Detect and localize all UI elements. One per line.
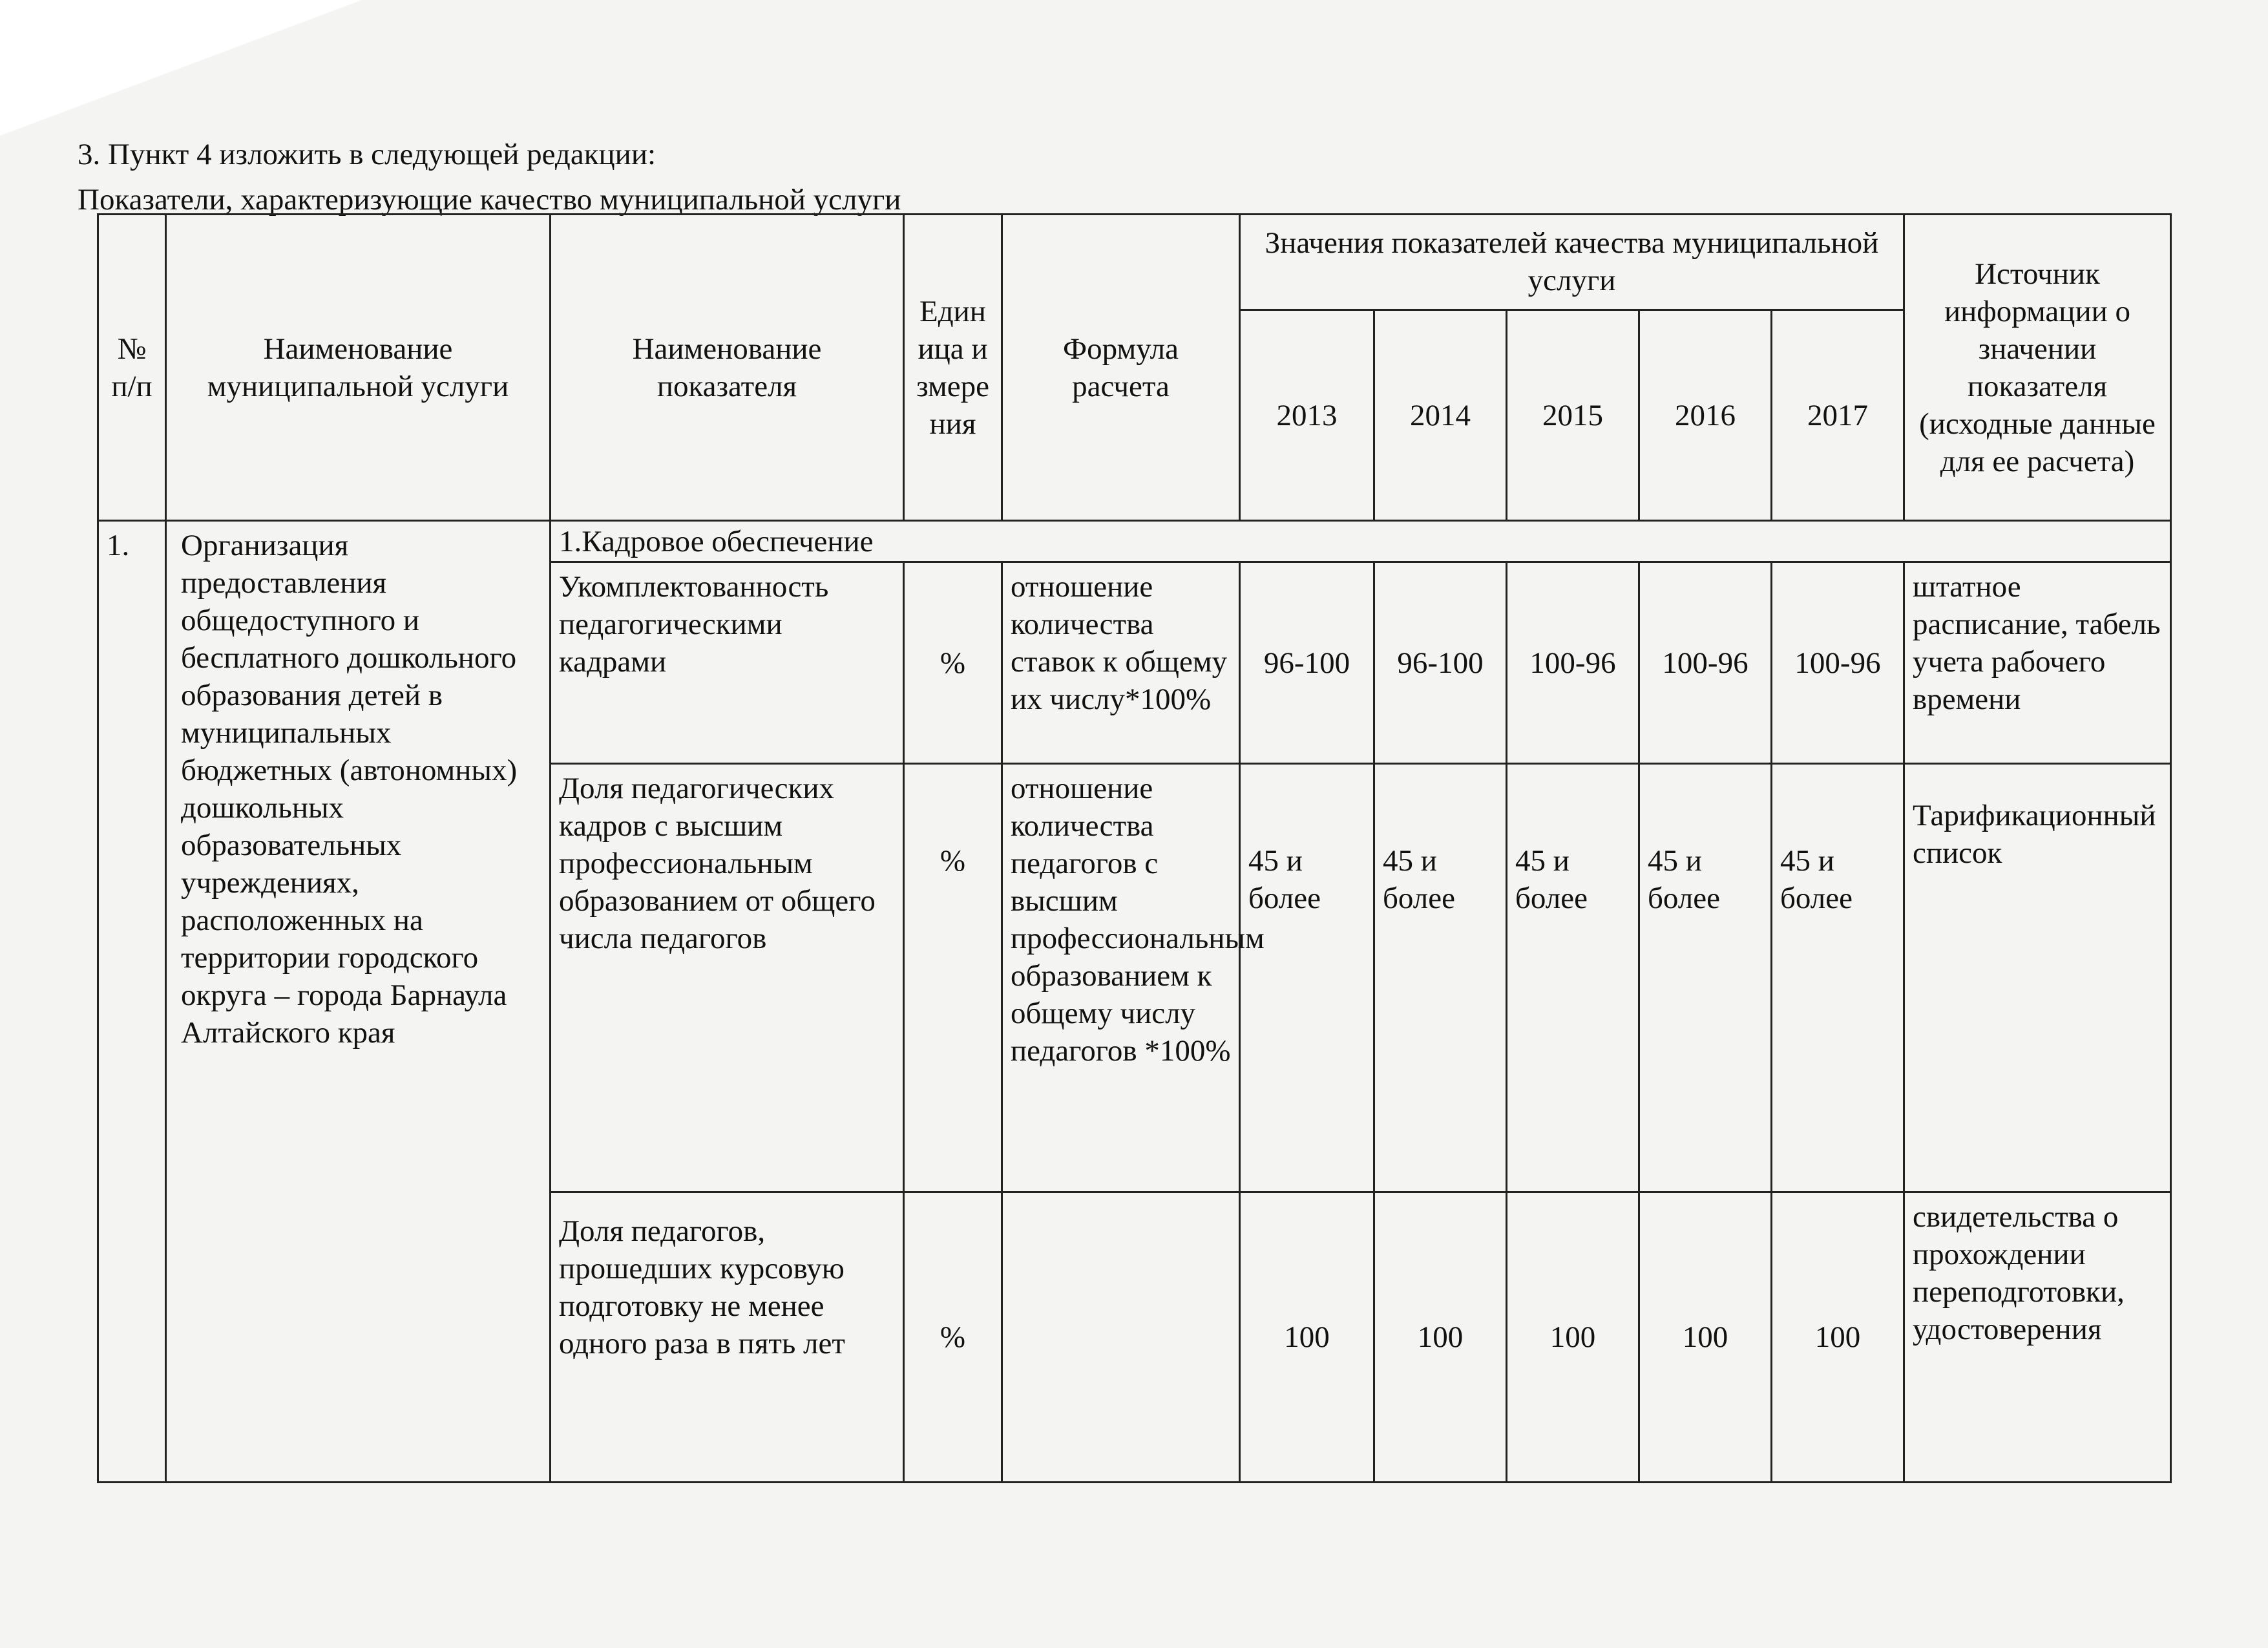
indicator-value-2013: 100: [1240, 1192, 1374, 1483]
indicator-formula: отношение количества педагогов с высшим профессиональным образованием к общему числу педагогов *100%: [1002, 764, 1240, 1192]
indicator-value-2017: 45 и более: [1772, 764, 1904, 1192]
indicator-name: Доля педагогических кадров с высшим профессиональным образованием от общего числа педагогов: [551, 764, 904, 1192]
indicator-value-2016: 45 и более: [1639, 764, 1772, 1192]
header-year: 2013: [1240, 310, 1374, 520]
section-title: 1.Кадровое обеспечение: [551, 521, 2171, 562]
indicator-value-2016: 100-96: [1639, 562, 1772, 764]
indicator-value-2014: 100: [1374, 1192, 1507, 1483]
indicator-value-2015: 100: [1507, 1192, 1639, 1483]
indicator-name: Укомплектованность педагогическими кадрами: [551, 562, 904, 764]
indicator-value-2014: 45 и более: [1374, 764, 1507, 1192]
indicator-unit: %: [904, 764, 1002, 1192]
service-name-cell: Организация предоставления общедоступного и бесплатного дошкольного образования детей в муниципальных бюджетных (автономных) дошкольных образовательных учреждениях, расположенных на территории городского округа – города Барнаула Алтайского края: [166, 521, 551, 1483]
indicator-value-2015: 45 и более: [1507, 764, 1639, 1192]
indicator-value-2016: 100: [1639, 1192, 1772, 1483]
indicator-value-2013: 45 и более: [1240, 764, 1374, 1192]
header-service-name: Наименование муниципальной услуги: [166, 215, 551, 521]
indicator-value-2014: 96-100: [1374, 562, 1507, 764]
indicator-value-2017: 100: [1772, 1192, 1904, 1483]
section-row: [98, 521, 2171, 562]
indicator-source: Тарификационный список: [1904, 764, 2171, 1192]
header-indicator-name: Наименование показателя: [551, 215, 904, 521]
indicator-source: штатное расписание, табель учета рабочего времени: [1904, 562, 2171, 764]
indicator-formula: [1002, 1192, 1240, 1483]
indicator-unit: %: [904, 1192, 1002, 1483]
header-year: 2016: [1639, 310, 1772, 520]
header-year: 2014: [1374, 310, 1507, 520]
header-source: Источник информации о значении показателя (исходные данные для ее расчета): [1904, 215, 2171, 521]
amendment-heading: 3. Пункт 4 изложить в следующей редакции:: [78, 138, 656, 171]
header-num: № п/п: [98, 215, 166, 521]
header-row-1: [98, 215, 2171, 310]
paper-corner: [0, 0, 362, 136]
indicator-value-2017: 100-96: [1772, 562, 1904, 764]
indicator-unit: %: [904, 562, 1002, 764]
quality-indicators-table: [97, 213, 2172, 1483]
table-caption: Показатели, характеризующие качество муниципальной услуги: [78, 183, 901, 217]
indicator-source: свидетельства о прохождении переподготовки, удостоверения: [1904, 1192, 2171, 1483]
indicator-value-2015: 100-96: [1507, 562, 1639, 764]
row-num: 1.: [98, 521, 166, 1483]
header-values-group: Значения показателей качества муниципальной услуги: [1240, 215, 1904, 310]
header-formula: Формула расчета: [1002, 215, 1240, 521]
indicator-name: Доля педагогов, прошедших курсовую подготовку не менее одного раза в пять лет: [551, 1192, 904, 1483]
header-year: 2015: [1507, 310, 1639, 520]
header-year: 2017: [1772, 310, 1904, 520]
header-unit: Единица измерения: [904, 215, 1002, 521]
indicator-formula: отношение количества ставок к общему их числу*100%: [1002, 562, 1240, 764]
indicator-value-2013: 96-100: [1240, 562, 1374, 764]
